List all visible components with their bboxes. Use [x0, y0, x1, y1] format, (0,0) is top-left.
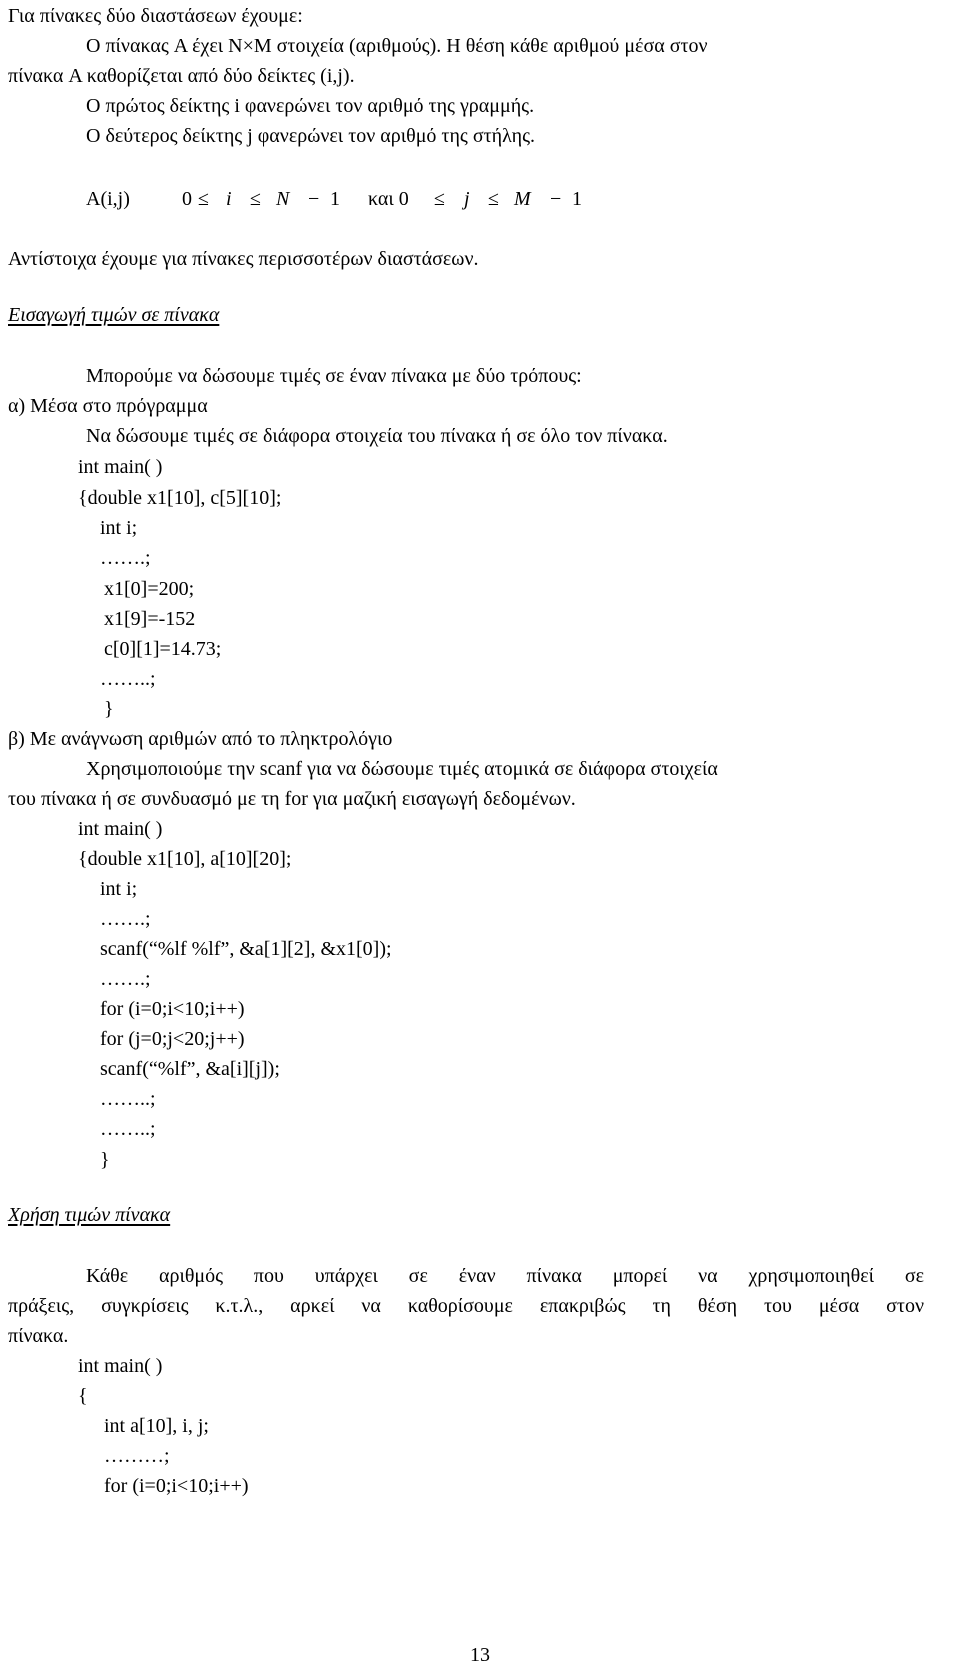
- intro-line-5: Ο δεύτερος δείκτης j φανερώνει τον αριθμό της στήλης.: [86, 125, 536, 147]
- code-line: …….;: [100, 908, 151, 930]
- formula-i: i: [226, 188, 232, 210]
- code-line: …….;: [100, 968, 151, 990]
- intro-line-2: Ο πίνακας A έχει N×M στοιχεία (αριθμούς). Η θέση κάθε αριθμού μέσα στον: [86, 35, 708, 57]
- option-a-label: α) Μέσα στο πρόγραμμα: [8, 395, 208, 417]
- code-line: int i;: [100, 878, 138, 900]
- code-line: {double x1[10], c[5][10];: [78, 487, 282, 509]
- page-number: 13: [470, 1644, 490, 1666]
- intro-line-4: Ο πρώτος δείκτης i φανερώνει τον αριθμό της γραμμής.: [86, 95, 535, 117]
- formula-zero: 0: [182, 188, 192, 210]
- code-line: int main( ): [78, 1355, 163, 1377]
- code-line: for (i=0;i<10;i++): [100, 998, 245, 1020]
- section2-paragraph-line-1: Κάθε αριθμός που υπάρχει σε έναν πίνακα μπορεί να χρησιμοποιηθεί σε: [86, 1265, 924, 1287]
- intro-line-3: πίνακα A καθορίζεται από δύο δείκτες (i,j).: [8, 65, 355, 87]
- formula-minus-1: −: [308, 188, 320, 210]
- code-line: {double x1[10], a[10][20];: [78, 848, 292, 870]
- code-line: int main( ): [78, 456, 163, 478]
- code-line: ……..;: [100, 1088, 156, 1110]
- formula-minus-2: −: [550, 188, 562, 210]
- formula-one-1: 1: [330, 188, 340, 210]
- code-line: …….;: [100, 547, 151, 569]
- section2-paragraph-line-2: πράξεις, συγκρίσεις κ.τ.λ., αρκεί να καθορίσουμε επακριβώς τη θέση του μέσα στον: [8, 1295, 924, 1317]
- after-formula-text: Αντίστοιχα έχουμε για πίνακες περισσοτέρων διαστάσεων.: [8, 248, 479, 270]
- code-line: c[0][1]=14.73;: [104, 638, 222, 660]
- option-a-text: Να δώσουμε τιμές σε διάφορα στοιχεία του πίνακα ή σε όλο τον πίνακα.: [86, 425, 668, 447]
- formula-j: j: [464, 188, 470, 210]
- formula-le-4: ≤: [488, 188, 499, 210]
- code-line: ………;: [104, 1445, 170, 1467]
- formula-M: M: [514, 188, 531, 210]
- formula-lhs: A(i,j): [86, 188, 130, 210]
- code-line: }: [104, 698, 114, 720]
- code-line: for (i=0;i<10;i++): [104, 1475, 249, 1497]
- code-line: x1[9]=-152: [104, 608, 196, 630]
- code-line: int i;: [100, 517, 138, 539]
- code-line: for (j=0;j<20;j++): [100, 1028, 245, 1050]
- formula-N: N: [276, 188, 290, 210]
- formula-one-2: 1: [572, 188, 582, 210]
- option-b-label: β) Με ανάγνωση αριθμών από το πληκτρολόγιο: [8, 728, 393, 750]
- code-line: ……..;: [100, 668, 156, 690]
- formula-le-2: ≤: [250, 188, 261, 210]
- formula-le-1: ≤: [198, 188, 209, 210]
- code-line: }: [100, 1149, 110, 1171]
- code-line: x1[0]=200;: [104, 578, 195, 600]
- intro-line-1: Για πίνακες δύο διαστάσεων έχουμε:: [8, 5, 303, 27]
- code-line: scanf(“%lf”, &a[i][j]);: [100, 1058, 280, 1080]
- code-line: scanf(“%lf %lf”, &a[1][2], &x1[0]);: [100, 938, 392, 960]
- code-line: int a[10], i, j;: [104, 1415, 209, 1437]
- code-line: {: [78, 1385, 88, 1407]
- option-b-text-2: του πίνακα ή σε συνδυασμό με τη for για μαζική εισαγωγή δεδομένων.: [8, 788, 576, 810]
- section-heading-use-values: Χρήση τιμών πίνακα: [8, 1204, 171, 1226]
- section-heading-input-values: Εισαγωγή τιμών σε πίνακα: [8, 304, 220, 326]
- section2-paragraph-line-3: πίνακα.: [8, 1325, 69, 1347]
- option-b-text-1: Χρησιμοποιούμε την scanf για να δώσουμε τιμές ατομικά σε διάφορα στοιχεία: [86, 758, 718, 780]
- code-line: ……..;: [100, 1118, 156, 1140]
- formula-le-3: ≤: [434, 188, 445, 210]
- formula-kai-zero: και 0: [368, 188, 409, 210]
- code-line: int main( ): [78, 818, 163, 840]
- section1-intro: Μπορούμε να δώσουμε τιμές σε έναν πίνακα με δύο τρόπους:: [86, 365, 582, 387]
